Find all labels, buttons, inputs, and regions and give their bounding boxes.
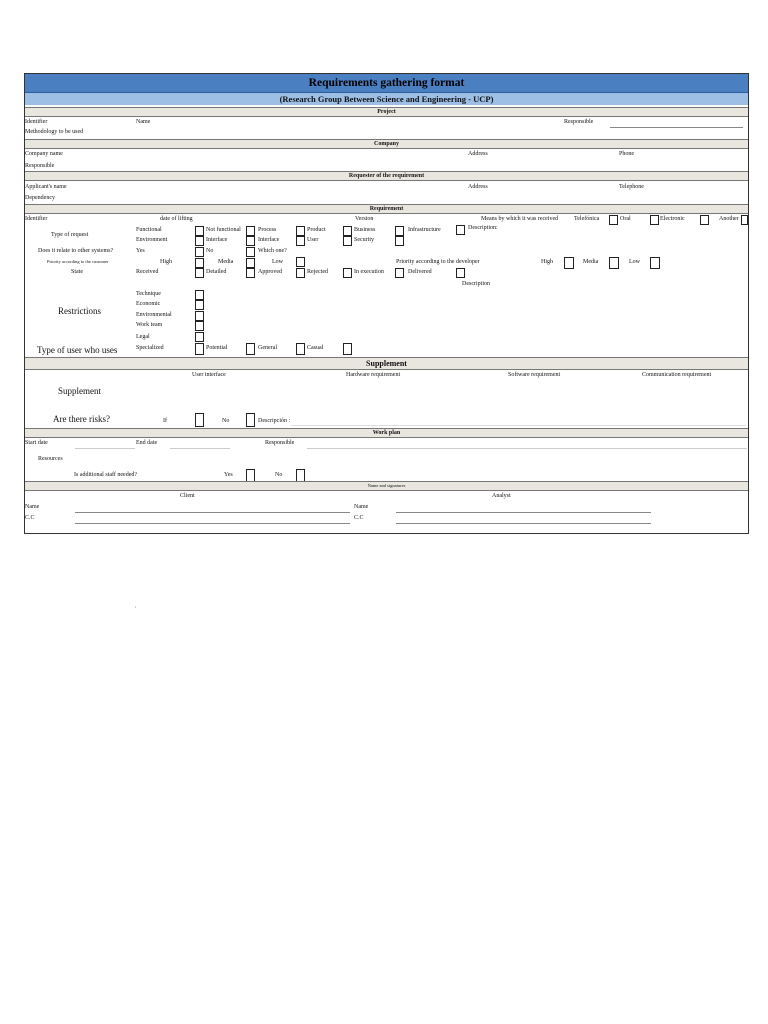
user-interface-label: User interface [192, 372, 226, 378]
process-checkbox[interactable] [296, 226, 305, 236]
req-identifier-label: Identifier [25, 216, 48, 222]
staff-no-label: No [275, 472, 283, 478]
environment-label: Environment [136, 237, 168, 243]
casual-label: Casual [307, 345, 324, 351]
staff-yes-label: Yes [224, 472, 233, 478]
type-user-label: Type of user who uses [37, 345, 118, 355]
company-address-label: Address [468, 151, 488, 157]
company-responsible-label: Responsible [25, 163, 55, 169]
approved-checkbox[interactable] [296, 268, 305, 278]
another-label: Another [719, 216, 739, 222]
section-project: Project [25, 107, 748, 117]
another-checkbox[interactable] [741, 215, 748, 225]
applicant-name-label: Applicant's name [25, 184, 67, 190]
general-label: General [258, 345, 277, 351]
interface-checkbox-2[interactable] [296, 236, 305, 246]
analyst-label: Analyst [492, 493, 511, 499]
analyst-name-line[interactable] [396, 512, 651, 513]
legal-checkbox[interactable] [195, 332, 204, 342]
not-functional-label: Not functional [206, 227, 241, 233]
dev-media-label: Media [583, 259, 599, 265]
dev-media-checkbox[interactable] [609, 257, 619, 269]
stray-mark: , [135, 603, 137, 609]
economic-checkbox[interactable] [195, 300, 204, 310]
start-date-label: Start date [25, 440, 48, 446]
functional-label: Functional [136, 227, 162, 233]
requester-telephone-label: Telephone [619, 184, 644, 190]
dev-low-checkbox[interactable] [650, 257, 660, 269]
which-one-label: Which one? [258, 248, 287, 254]
dependency-label: Dependency [25, 195, 55, 201]
date-of-lifting-label: date of lifting [160, 216, 193, 222]
environment-checkbox[interactable] [195, 236, 204, 246]
security-checkbox[interactable] [395, 236, 404, 246]
end-date-line[interactable] [170, 448, 230, 449]
interface-label-2: Interface [258, 237, 280, 243]
client-cc-label: C.C [25, 515, 35, 521]
workplan-responsible-label: Responsible [265, 440, 295, 446]
workplan-responsible-line[interactable] [307, 448, 747, 449]
priority-low-checkbox[interactable] [296, 257, 305, 267]
process-label: Process [258, 227, 277, 233]
interface-label-1: Interface [206, 237, 228, 243]
relate-yes-label: Yes [136, 248, 145, 254]
risks-no-checkbox[interactable] [246, 413, 255, 427]
client-name-line[interactable] [75, 512, 350, 513]
potential-checkbox[interactable] [246, 343, 255, 355]
version-label: Version [355, 216, 374, 222]
work-team-checkbox[interactable] [195, 321, 204, 331]
oral-checkbox[interactable] [650, 215, 659, 225]
telefonica-label: Telefónica [574, 216, 600, 222]
company-phone-label: Phone [619, 151, 634, 157]
relate-no-checkbox[interactable] [246, 247, 255, 257]
risks-label: Are there risks? [53, 414, 110, 424]
in-execution-checkbox[interactable] [395, 268, 404, 278]
project-responsible-label: Responsible [564, 119, 594, 125]
approved-label: Approved [258, 269, 282, 275]
priority-high-label: High [160, 259, 172, 265]
form-subtitle: (Research Group Between Science and Engineering - UCP) [25, 93, 748, 105]
rejected-checkbox[interactable] [343, 268, 352, 278]
means-received-label: Means by which it was received [481, 216, 559, 222]
type-of-request-label: Type of request [51, 232, 89, 238]
infrastructure-label: Infrastructure [408, 227, 441, 233]
delivered-label: Delivered [408, 269, 432, 275]
delivered-checkbox[interactable] [456, 268, 465, 278]
received-label: Received [136, 269, 159, 275]
user-label: User [307, 237, 319, 243]
supplement-label: Supplement [58, 386, 101, 396]
priority-developer-label: Priority according to the developer [396, 259, 480, 265]
section-requester: Requester of the requirement [25, 171, 748, 181]
detailed-label: Detailed [206, 269, 227, 275]
economic-label: Economic [136, 301, 161, 307]
restrictions-label: Restrictions [58, 306, 101, 316]
priority-customer-label: Priority according to the customer [47, 259, 109, 264]
product-label: Product [307, 227, 326, 233]
electronic-label: Electronic [660, 216, 685, 222]
received-checkbox[interactable] [195, 268, 204, 278]
start-date-line[interactable] [75, 448, 135, 449]
client-label: Client [180, 493, 195, 499]
analyst-cc-line[interactable] [396, 523, 651, 524]
state-description-label: Description [462, 281, 490, 287]
technique-checkbox[interactable] [195, 290, 204, 300]
specialized-label: Specialized [136, 345, 164, 351]
business-label: Business [354, 227, 376, 233]
section-signatures: Name and signatures [25, 481, 748, 491]
priority-high-checkbox[interactable] [195, 258, 204, 268]
requirements-form [24, 73, 749, 534]
security-label: Security [354, 237, 374, 243]
relate-other-systems-label: Does it relate to other systems? [38, 248, 114, 254]
environmental-checkbox[interactable] [195, 311, 204, 321]
oral-label: Oral [620, 216, 631, 222]
electronic-checkbox[interactable] [700, 215, 709, 225]
user-checkbox[interactable] [343, 236, 352, 246]
form-title: Requirements gathering format [25, 74, 748, 93]
risks-no-label: No [222, 418, 230, 424]
company-name-label: Company name [25, 151, 63, 157]
risks-if-checkbox[interactable] [195, 413, 204, 427]
relate-no-label: No [206, 248, 214, 254]
risks-if-label: If [163, 418, 167, 424]
client-name-label: Name [25, 504, 40, 510]
business-checkbox[interactable] [395, 226, 404, 236]
work-team-label: Work team [136, 322, 163, 328]
casual-checkbox[interactable] [343, 343, 352, 355]
communication-label: Communication requirement [642, 372, 712, 378]
project-responsible-line[interactable] [610, 127, 743, 128]
infrastructure-checkbox[interactable] [456, 225, 465, 235]
rejected-label: Rejected [307, 269, 328, 275]
relate-yes-checkbox[interactable] [195, 247, 204, 257]
section-company: Company [25, 139, 748, 149]
end-date-label: End date [136, 440, 158, 446]
telefonica-checkbox[interactable] [609, 215, 618, 225]
hardware-label: Hardware requirement [346, 372, 401, 378]
technique-label: Technique [136, 291, 161, 297]
section-requirement: Requirement [25, 204, 748, 214]
not-functional-checkbox[interactable] [246, 226, 255, 236]
functional-checkbox[interactable] [195, 226, 204, 236]
software-label: Software requirement [508, 372, 561, 378]
requester-address-label: Address [468, 184, 488, 190]
specialized-checkbox[interactable] [195, 343, 204, 355]
environmental-label: Environmental [136, 312, 172, 318]
type-description-label: Description: [468, 225, 498, 231]
project-identifier-label: Identifier [25, 119, 48, 125]
section-work-plan: Work plan [25, 428, 748, 438]
interface-checkbox-1[interactable] [246, 236, 255, 246]
methodology-label: Methodology to be used [25, 129, 84, 135]
risks-description-line[interactable] [291, 425, 746, 426]
legal-label: Legal [136, 334, 150, 340]
dev-high-checkbox[interactable] [564, 257, 574, 269]
product-checkbox[interactable] [343, 226, 352, 236]
potential-label: Potential [206, 345, 228, 351]
state-label: State [71, 269, 83, 275]
analyst-cc-label: C.C [354, 515, 364, 521]
dev-high-label: High [541, 259, 553, 265]
additional-staff-label: Is additional staff needed? [74, 472, 138, 478]
client-cc-line[interactable] [75, 523, 350, 524]
in-execution-label: In execution [354, 269, 384, 275]
priority-media-checkbox[interactable] [246, 258, 255, 268]
resources-label: Resources [38, 456, 63, 462]
dev-low-label: Low [629, 259, 640, 265]
priority-media-label: Media [218, 259, 234, 265]
analyst-name-label: Name [354, 504, 369, 510]
section-supplement: Supplement [25, 357, 748, 370]
risks-description-label: Descripción : [258, 418, 291, 424]
general-checkbox[interactable] [296, 343, 305, 355]
detailed-checkbox[interactable] [246, 268, 255, 278]
priority-low-label: Low [272, 259, 283, 265]
project-name-label: Name [136, 119, 151, 125]
